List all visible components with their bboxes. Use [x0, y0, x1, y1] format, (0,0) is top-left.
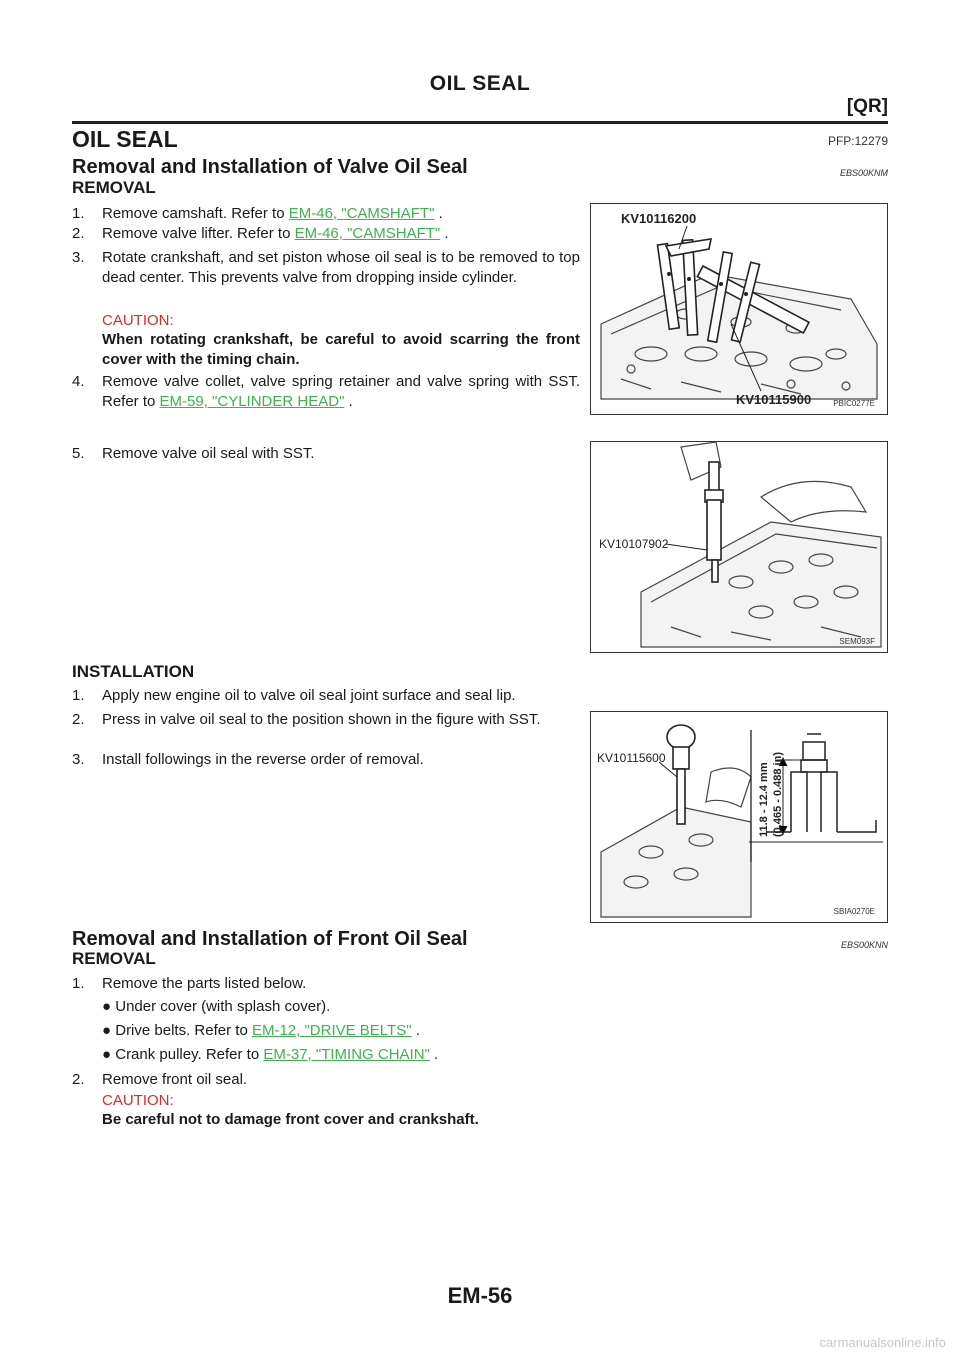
list-item — [102, 1022, 420, 1039]
step-number: 4. — [72, 373, 85, 390]
list-item — [102, 1046, 438, 1063]
removal-step-4 — [72, 372, 580, 412]
step-number: 2. — [72, 711, 85, 728]
front-removal-heading: REMOVAL — [72, 949, 156, 968]
step-text: Remove the parts listed below. — [102, 975, 307, 992]
step-text: Remove valve lifter. Refer to — [102, 225, 295, 242]
page-header-title: OIL SEAL — [429, 72, 531, 95]
page-number: EM-56 — [447, 1283, 513, 1308]
installation-step-1 — [72, 686, 580, 706]
bullet-icon: ● — [102, 1046, 112, 1063]
section-title: OIL SEAL — [72, 126, 178, 152]
step-number: 2. — [72, 1071, 85, 1088]
bullet-icon: ● — [102, 1022, 112, 1039]
installation-heading: INSTALLATION — [72, 662, 195, 681]
figure-code: PBIC0277E — [833, 399, 875, 408]
tool-label: KV10107902 — [599, 537, 669, 551]
valve-oil-seal-code: EBS00KNM — [839, 168, 888, 178]
installation-step-3 — [72, 750, 580, 770]
camshaft-link[interactable]: EM-46, "CAMSHAFT" — [294, 225, 441, 242]
removal-step-2 — [72, 224, 580, 244]
figure-code: SBIA0270E — [833, 907, 875, 916]
dimension-in: (0.465 - 0.488 in) — [772, 752, 784, 837]
step-suffix: . — [344, 393, 353, 410]
bullet-icon: ● — [102, 998, 112, 1015]
seal-installation-illustration — [591, 712, 887, 922]
header-rule — [72, 121, 888, 124]
figure-valve-spring-tool — [590, 203, 888, 415]
bullet-suffix: . — [429, 1046, 439, 1063]
bullet-text: Drive belts. Refer to — [115, 1022, 252, 1039]
tool-label-bottom: KV10115900 — [736, 392, 812, 407]
step-text: Apply new engine oil to valve oil seal joint surface and seal lip. — [102, 687, 516, 704]
front-oil-seal-code: EBS00KNN — [840, 940, 888, 950]
step-text: Press in valve oil seal to the position shown in the figure with SST. — [102, 711, 541, 728]
removal-step-3 — [72, 248, 580, 308]
front-oil-seal-title: Removal and Installation of Front Oil Seal — [72, 928, 468, 950]
step-number: 2. — [72, 225, 85, 242]
step-suffix: . — [440, 225, 449, 242]
bullet-suffix: . — [411, 1022, 420, 1039]
step-number: 1. — [72, 975, 85, 992]
drive-belts-link[interactable]: EM-12, "DRIVE BELTS" — [251, 1022, 412, 1039]
tool-label: KV10115600 — [597, 751, 666, 765]
pfp-code: PFP:12279 — [827, 134, 888, 148]
tool-label-top: KV10116200 — [621, 211, 697, 226]
timing-chain-link[interactable]: EM-37, "TIMING CHAIN" — [263, 1046, 430, 1063]
caution-text: Be careful not to damage front cover and crankshaft. — [102, 1111, 479, 1128]
step-text: Remove valve collet, valve spring retainer and valve spring with SST. Refer to — [102, 373, 580, 410]
caution-label: CAUTION: — [102, 312, 174, 329]
figure-oil-seal-installer — [590, 711, 888, 923]
dimension-mm: 11.8 - 12.4 mm — [758, 762, 770, 837]
removal-heading: REMOVAL — [72, 178, 156, 197]
valve-oil-seal-title: Removal and Installation of Valve Oil Seal — [72, 156, 468, 178]
step-number: 5. — [72, 445, 85, 462]
cylinder-head-link[interactable]: EM-59, "CYLINDER HEAD" — [159, 393, 345, 410]
list-item — [102, 998, 330, 1015]
bullet-text: Under cover (with splash cover). — [115, 998, 331, 1015]
installation-step-2 — [72, 710, 580, 750]
seal-removal-illustration — [591, 442, 887, 652]
caution-text: When rotating crankshaft, be careful to avoid scarring the front cover with the timing chain. — [102, 331, 580, 368]
step-number: 1. — [72, 687, 85, 704]
front-removal-step-1 — [72, 974, 580, 994]
engine-tag: [QR] — [846, 96, 888, 117]
caution-label: CAUTION: — [102, 1092, 174, 1109]
bullet-text: Crank pulley. Refer to — [115, 1046, 264, 1063]
step-number: 3. — [72, 249, 85, 266]
removal-step-1 — [72, 204, 580, 224]
figure-code: SEM093F — [839, 637, 875, 646]
step-text: Remove valve oil seal with SST. — [102, 445, 315, 462]
step-text: Remove camshaft. Refer to — [102, 205, 289, 222]
step-number: 3. — [72, 751, 85, 768]
step-text: Rotate crankshaft, and set piston whose oil seal is to be removed to top dead center. This prevents valve from dropping inside cylinder. — [102, 249, 580, 286]
camshaft-link[interactable]: EM-46, "CAMSHAFT" — [288, 205, 435, 222]
step-text: Remove front oil seal. — [102, 1071, 248, 1088]
step-text: Install followings in the reverse order of removal. — [102, 751, 424, 768]
step-suffix: . — [434, 205, 443, 222]
watermark: carmanualsonline.info — [819, 1335, 946, 1350]
front-removal-step-2 — [72, 1070, 580, 1090]
engine-head-illustration — [591, 204, 887, 414]
figure-oil-seal-remover — [590, 441, 888, 653]
removal-step-5 — [72, 444, 580, 464]
step-number: 1. — [72, 205, 85, 222]
